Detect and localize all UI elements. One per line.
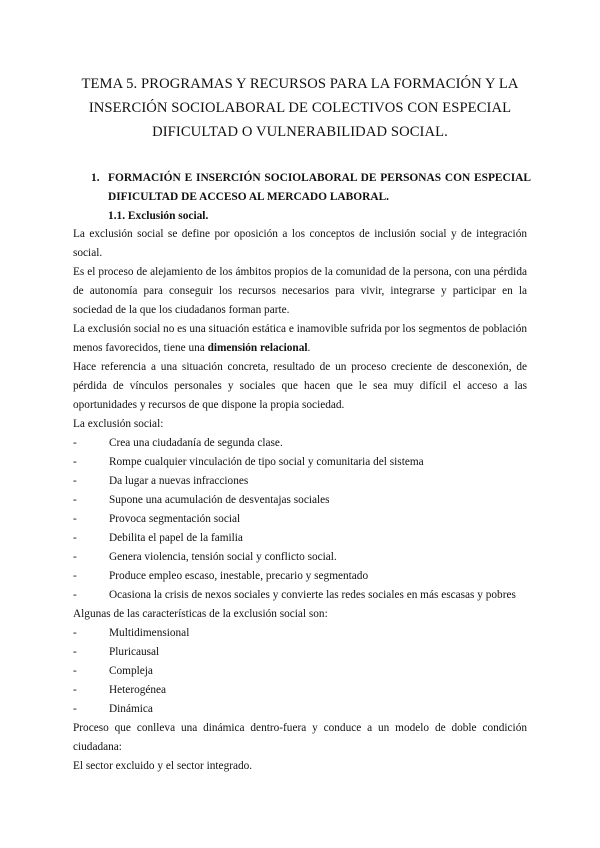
bullet-dash: - xyxy=(73,475,77,487)
bullet-dash: - xyxy=(73,570,77,582)
title-line-1: TEMA 5. PROGRAMAS Y RECURSOS PARA LA FORMACIÓN Y LA xyxy=(81,76,519,92)
list-item-text: Ocasiona la crisis de nexos sociales y convierte las redes sociales en más escasas y pobres xyxy=(109,589,516,601)
list-item-text: Multidimensional xyxy=(109,627,190,639)
bullet-dash: - xyxy=(73,665,77,677)
section-title-line-2: DIFICULTAD DE ACCESO AL MERCADO LABORAL. xyxy=(108,191,390,203)
list-item-text: Heterogénea xyxy=(109,684,167,696)
list-item-text: Rompe cualquier vinculación de tipo social y comunitaria del sistema xyxy=(109,456,424,468)
list-item xyxy=(73,624,527,643)
paragraph-relational-text: La exclusión social no es una situación estática e inamovible sufrida por los segmentos de población menos favorecidos, tiene una xyxy=(73,323,527,354)
paragraph-situation: Hace referencia a una situación concreta, resultado de un proceso creciente de desconexión, de pérdida de vínculos personales y sociales que hacen que le sea muy difícil el acceso a las oportunidades y recursos de que dispone la propia sociedad. xyxy=(73,361,527,411)
bullet-dash: - xyxy=(73,589,77,601)
list-item-text: Compleja xyxy=(109,665,153,677)
list-item xyxy=(73,472,527,491)
list-item-text: Produce empleo escaso, inestable, precario y segmentado xyxy=(109,570,369,582)
list-item xyxy=(73,700,527,719)
list-item xyxy=(73,529,527,548)
bullet-dash: - xyxy=(73,646,77,658)
list-item xyxy=(73,434,527,453)
bullet-dash: - xyxy=(73,456,77,468)
title-line-2: INSERCIÓN SOCIOLABORAL DE COLECTIVOS CON ESPECIAL xyxy=(88,100,512,116)
paragraph-characteristics-intro: Algunas de las características de la exclusión social son: xyxy=(73,608,328,620)
list-item-text: Supone una acumulación de desventajas sociales xyxy=(109,494,330,506)
list-item xyxy=(73,491,527,510)
paragraph-definition: La exclusión social se define por oposición a los conceptos de inclusión social y de integración social. xyxy=(73,228,527,259)
bullet-dash: - xyxy=(73,437,77,449)
list-item-text: Provoca segmentación social xyxy=(109,513,241,525)
list-item-text: Debilita el papel de la familia xyxy=(109,532,243,544)
section-number: 1. xyxy=(91,172,100,184)
document-body xyxy=(73,225,527,776)
characteristics-list xyxy=(73,624,527,719)
subsection-heading: 1.1. Exclusión social. xyxy=(108,210,209,222)
list-item xyxy=(73,662,527,681)
paragraph-dynamic: Proceso que conlleva una dinámica dentro-fuera y conduce a un modelo de doble condición ciudadana: xyxy=(73,722,527,753)
list-item xyxy=(73,567,527,586)
bullet-dash: - xyxy=(73,703,77,715)
bold-term-relational: dimensión relacional xyxy=(207,342,308,354)
bullet-dash: - xyxy=(73,513,77,525)
list-item xyxy=(73,643,527,662)
bullet-dash: - xyxy=(73,627,77,639)
list-item-text: Crea una ciudadanía de segunda clase. xyxy=(109,437,283,449)
bullet-dash: - xyxy=(73,532,77,544)
list-item xyxy=(73,548,527,567)
bullet-dash: - xyxy=(73,494,77,506)
list-item-text: Dinámica xyxy=(109,703,153,715)
bullet-dash: - xyxy=(73,551,77,563)
title-line-3: DIFICULTAD O VULNERABILIDAD SOCIAL. xyxy=(152,124,448,140)
bullet-dash: - xyxy=(73,684,77,696)
list-item xyxy=(73,453,527,472)
paragraph-process: Es el proceso de alejamiento de los ámbitos propios de la comunidad de la persona, con una pérdida de autonomía para conseguir los recursos necesarios para vivir, integrarse y participar en la sociedad de la que los ciudadanos forman parte. xyxy=(73,266,527,316)
exclusion-effects-list xyxy=(73,434,527,605)
paragraph-exclusion-intro: La exclusión social: xyxy=(73,418,164,430)
paragraph-relational xyxy=(73,320,527,358)
paragraph-sectors: El sector excluido y el sector integrado. xyxy=(73,760,253,772)
section-title-line-1: FORMACIÓN E INSERCIÓN SOCIOLABORAL DE PERSONAS CON ESPECIAL xyxy=(108,172,531,184)
list-item-text: Da lugar a nuevas infracciones xyxy=(109,475,249,487)
paragraph-relational-end: . xyxy=(307,342,311,354)
list-item xyxy=(73,586,527,605)
list-item xyxy=(73,681,527,700)
list-item-text: Pluricausal xyxy=(109,646,160,658)
list-item xyxy=(73,510,527,529)
document-title xyxy=(60,72,540,144)
list-item-text: Genera violencia, tensión social y conflicto social. xyxy=(109,551,337,563)
